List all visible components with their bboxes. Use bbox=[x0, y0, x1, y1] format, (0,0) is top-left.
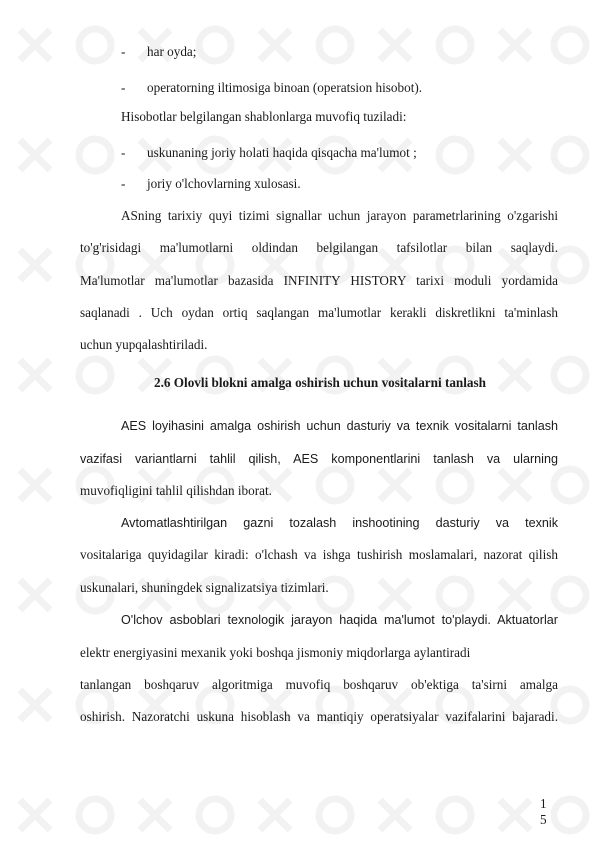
paragraph-line: muvofiqligini tahlil qilishdan iborat. bbox=[80, 483, 272, 498]
paragraph-line: to'g'risidagi ma'lumotlarni oldindan belgilangan tafsilotlar bilan saqlaydi. bbox=[80, 240, 558, 255]
paragraph-line: tanlangan boshqaruv algoritmiga muvofiq boshqaruv ob'ektiga ta'sirni amalga bbox=[80, 677, 558, 692]
paragraph-line: oshirish. Nazoratchi uskuna hisoblash va mantiqiy operatsiyalar vazifalarini bajaradi. bbox=[80, 709, 558, 724]
paragraph-line: Avtomatlashtirilgan gazni tozalash inshootining dasturiy va texnik bbox=[121, 516, 558, 530]
page-number-digit: 1 bbox=[540, 796, 547, 811]
paragraph-line: vazifasi variantlarni tahlil qilish, AES komponentlarini tanlash va ularning bbox=[80, 452, 558, 466]
section-heading: 2.6 Olovli blokni amalga oshirish uchun vositalarni tanlash bbox=[154, 375, 486, 390]
paragraph-line: ASning tarixiy quyi tizimi signallar uchun jarayon parametrlarining o'zgarishi bbox=[121, 208, 558, 223]
paragraph-line: saqlanadi . Uch oydan ortiq saqlangan ma'lumotlar kerakli diskretlikni ta'minlash bbox=[80, 305, 558, 320]
list-marker: - bbox=[121, 44, 126, 59]
list-item: uskunaning joriy holati haqida qisqacha ma'lumot ; bbox=[147, 145, 417, 160]
paragraph-line: Hisobotlar belgilangan shablonlarga muvofiq tuziladi: bbox=[121, 109, 407, 124]
list-item: joriy o'lchovlarning xulosasi. bbox=[147, 176, 301, 191]
list-marker: - bbox=[121, 176, 126, 191]
paragraph-line: uskunalari, shuningdek signalizatsiya tizimlari. bbox=[80, 580, 329, 595]
paragraph-line: AES loyihasini amalga oshirish uchun dasturiy va texnik vositalarni tanlash bbox=[121, 419, 558, 433]
paragraph-line: O'lchov asboblari texnologik jarayon haqida ma'lumot to'playdi. Aktuatorlar bbox=[121, 613, 558, 627]
list-item: har oyda; bbox=[147, 44, 197, 59]
paragraph-line: elektr energiyasini mexanik yoki boshqa jismoniy miqdorlarga aylantiradi bbox=[80, 645, 471, 660]
paragraph-line: uchun yupqalashtiriladi. bbox=[80, 337, 208, 352]
paragraph-line: Ma'lumotlar ma'lumotlar bazasida INFINITY HISTORY tarixi moduli yordamida bbox=[80, 273, 558, 288]
list-marker: - bbox=[121, 145, 126, 160]
paragraph-line: vositalariga quyidagilar kiradi: o'lchash va ishga tushirish moslamalari, nazorat qilish bbox=[80, 547, 558, 562]
page-number-digit: 5 bbox=[540, 812, 547, 827]
list-item: operatorning iltimosiga binoan (operatsion hisobot). bbox=[147, 80, 423, 95]
list-marker: - bbox=[121, 80, 126, 95]
